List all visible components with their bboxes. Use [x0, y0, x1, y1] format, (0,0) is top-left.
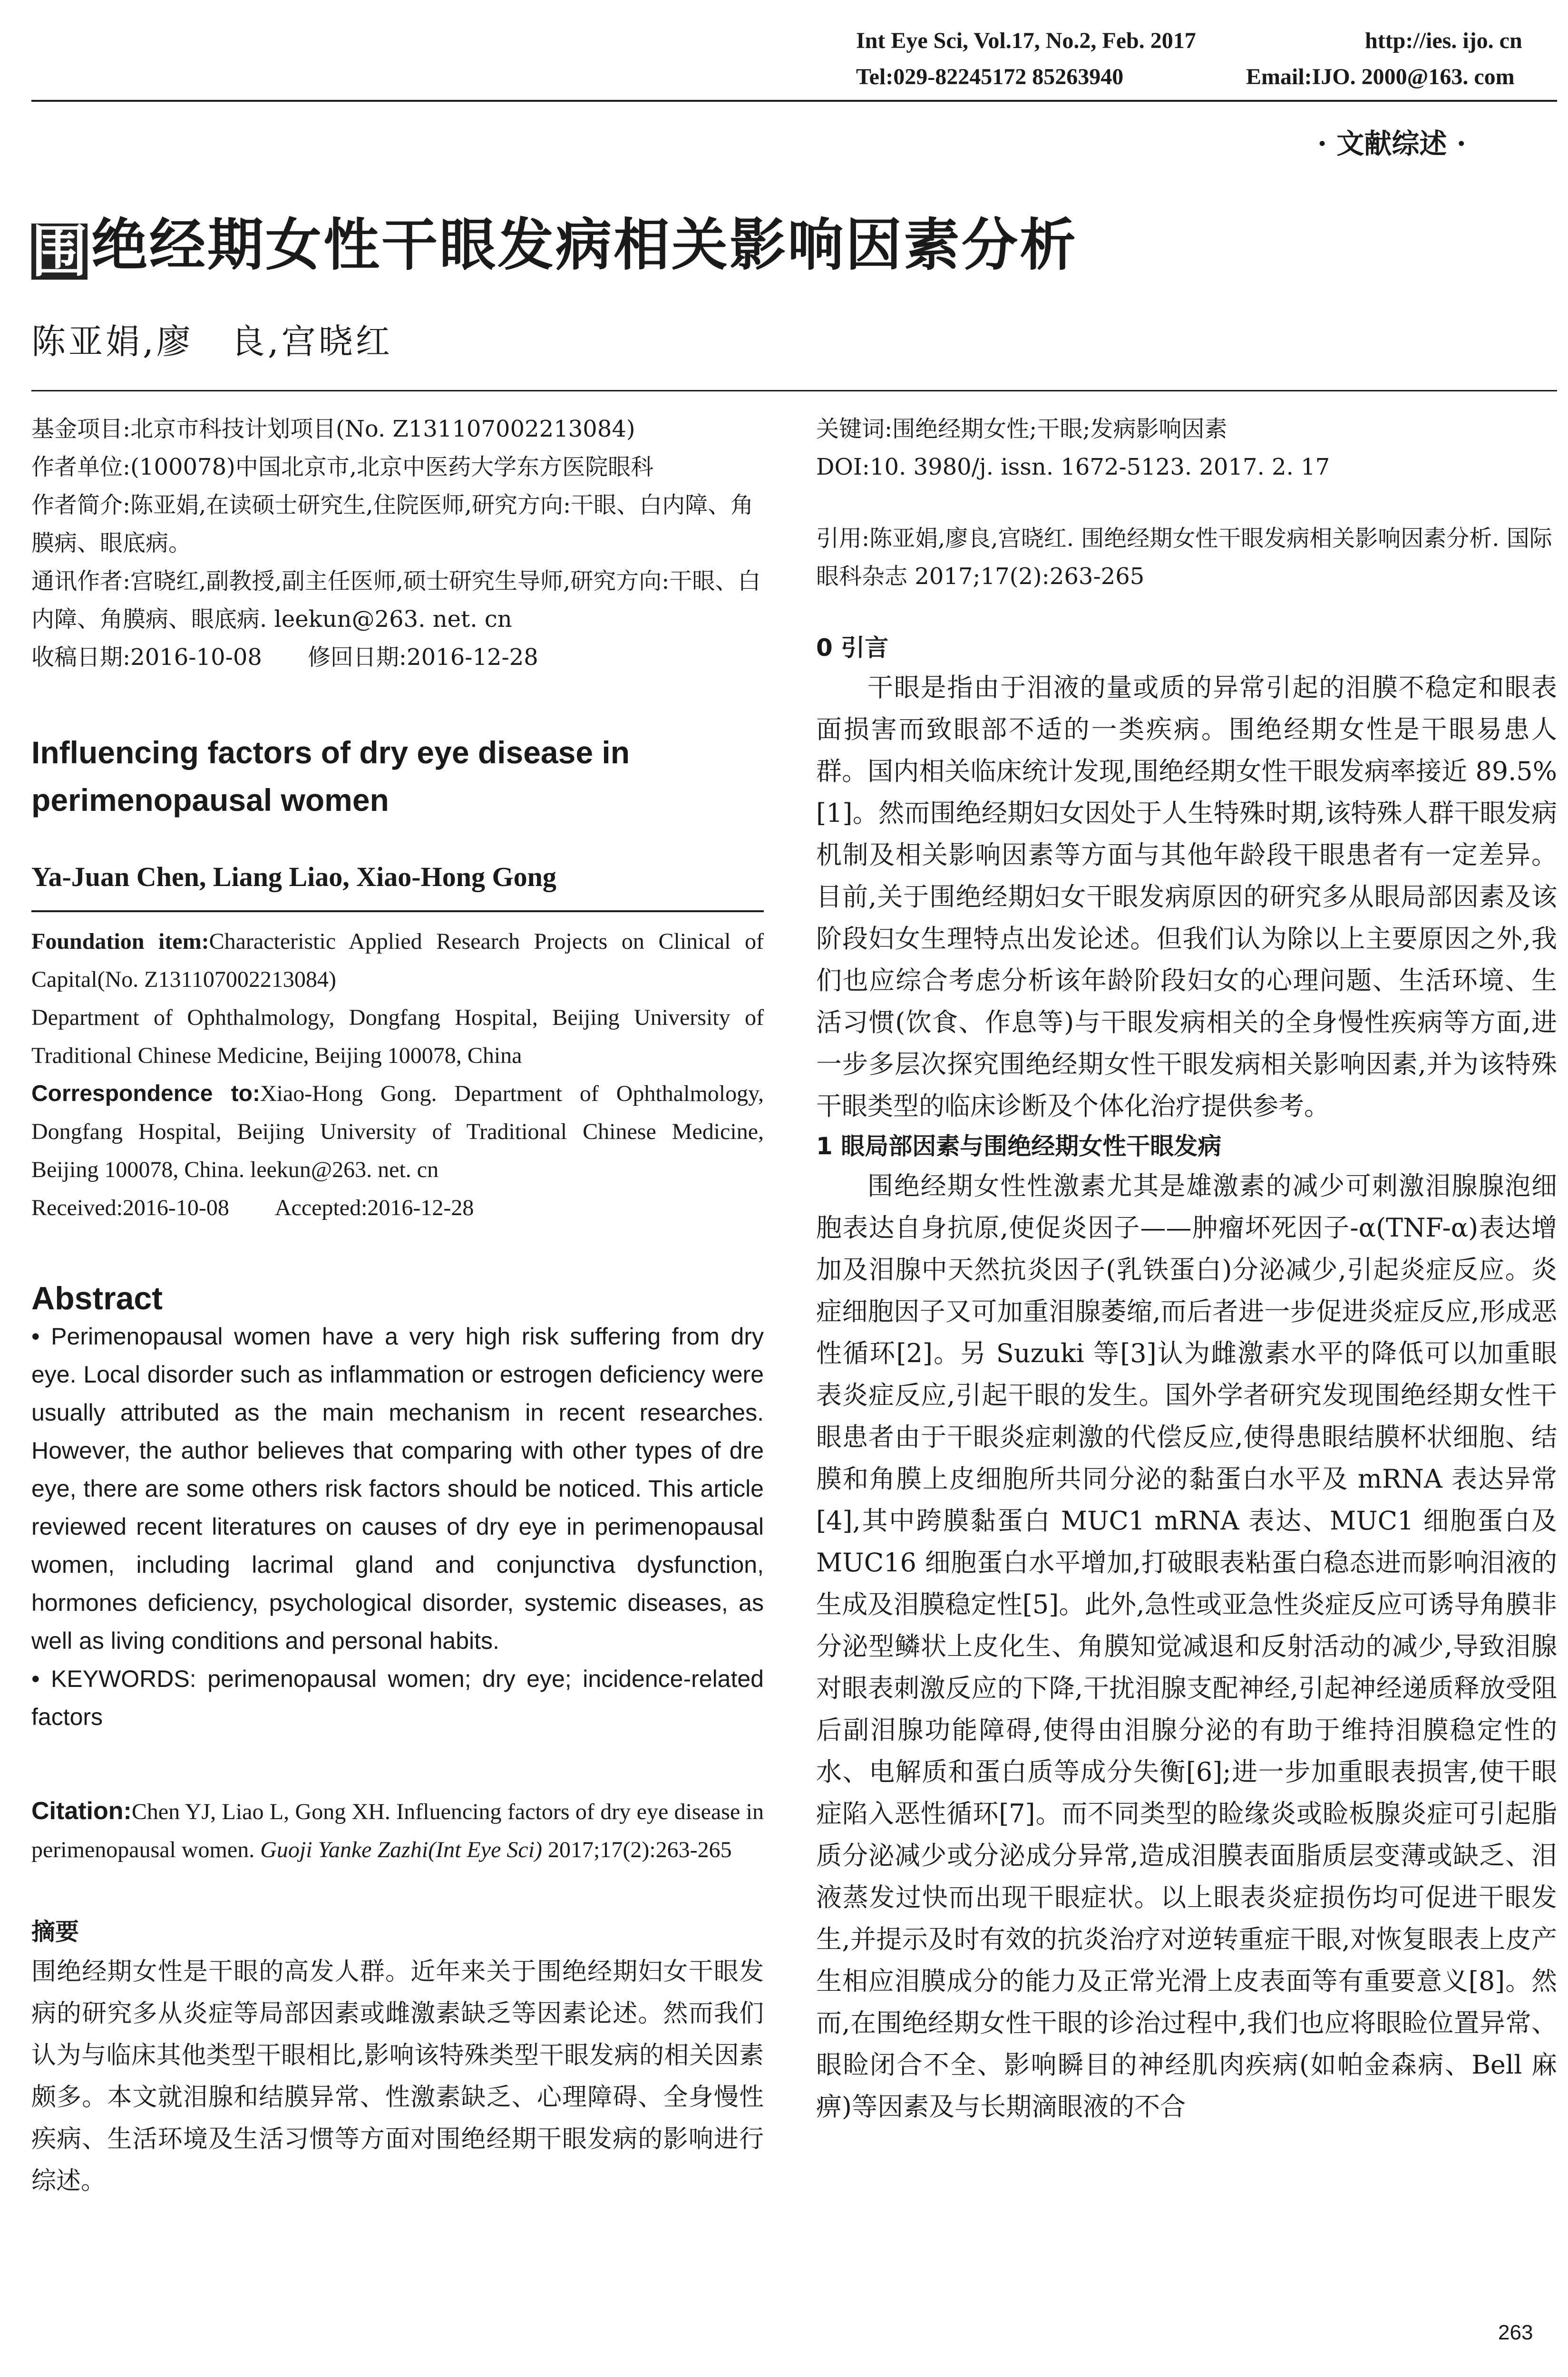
right-column [816, 410, 1557, 2128]
author-intro: 作者简介:陈亚娟,在读硕士研究生,住院医师,研究方向:干眼、白内障、角膜病、眼底病。 [31, 492, 754, 556]
foundation-label: Foundation item: [31, 929, 209, 954]
foundation-text: Characteristic Applied Research Projects on Clinical of Capital(No. Z131107002213084) [31, 929, 764, 992]
english-title: Influencing factors of dry eye disease in perimenopausal women [31, 735, 630, 818]
abstract-keywords: • KEYWORDS: perimenopausal women; dry eye; incidence-related factors [31, 1666, 764, 1730]
journal-info: Int Eye Sci, Vol.17, No.2, Feb. 2017 [856, 28, 1196, 53]
section-1-text: 围绝经期女性性激素尤其是雄激素的减少可刺激泪腺腺泡细胞表达自身抗原,使促炎因子——肿瘤坏死因子-α(TNF-α)表达增加及泪腺中天然抗炎因子(乳铁蛋白)分泌减少,引起炎症反应。炎症细胞因子又可加重泪腺萎缩,而后者进一步促进炎症反应,形成恶性循环[2]。另 Suzuki 等[3]认为雌激素水平的降低可以加重眼表炎症反应,引起干眼的发生。国外学者研究发现围绝经期女性干眼患者由于干眼炎症刺激的代偿反应,使得患眼结膜杯状细胞、结膜和角膜上皮细胞所共同分泌的黏蛋白水平及 mRNA 表达异常[4],其中跨膜黏蛋白 MUC1 mRNA 表达、MUC1 细胞蛋白及 MUC16 细胞蛋白水平增加,打破眼表粘蛋白稳态进而影响泪液的生成及泪膜稳定性[5]。此外,急性或亚急性炎症反应可诱导角膜非分泌型鳞状上皮化生、角膜知觉减退和反射活动的减少,导致泪腺对眼表刺激反应的下降,干扰泪腺支配神经,引起神经递质释放受阻后副泪腺功能障碍,使得由泪腺分泌的有助于维持泪膜稳定性的水、电解质和蛋白质等成分失衡[6];进一步加重眼表损害,使干眼症陷入恶性循环[7]。而不同类型的睑缘炎或睑板腺炎症可引起脂质分泌减少或分泌成分异常,造成泪膜表面脂质层变薄或缺乏、泪液蒸发过快而出现干眼症状。以上眼表炎症损伤均可促进干眼发生,并提示及时有效的抗炎治疗对逆转重症干眼,对恢复眼表上皮产生相应泪膜成分的能力及正常光滑上皮表面等有重要意义[8]。然而,在围绝经期女性干眼的诊治过程中,我们也应将眼睑位置异常、眼睑闭合不全、影响瞬目的神经肌肉疾病(如帕金森病、Bell 麻痹)等因素及与长期滴眼液的不合 [816, 1171, 1557, 2122]
title-rule [31, 390, 1557, 391]
author-unit: 作者单位:(100078)中国北京市,北京中医药大学东方医院眼科 [31, 454, 654, 480]
title-first-char: 围 [31, 219, 90, 284]
cn-abstract-heading: 摘要 [31, 1918, 79, 1946]
header-rule [31, 100, 1557, 102]
citation-en [31, 1792, 764, 1869]
correspondence-info [31, 1075, 764, 1189]
foundation-item [31, 923, 764, 999]
section-0-text: 干眼是指由于泪液的量或质的异常引起的泪膜不稳定和眼表面损害而致眼部不适的一类疾病。围绝经期女性是干眼易患人群。国内相关临床统计发现,围绝经期女性干眼发病率接近 89.5%[1]。然而围绝经期妇女因处于人生特殊时期,该特殊人群干眼发病机制及相关影响因素等方面与其他年龄段干眼患者有一定差异。目前,关于围绝经期妇女干眼发病原因的研究多从眼局部因素及该阶段妇女生理特点出发论述。但我们认为除以上主要原因之外,我们也应综合考虑分析该年龄阶段妇女的心理问题、生活环境、生活习惯(饮食、作息等)与干眼发病相关的全身慢性疾病等方面,进一步多层次探究围绝经期女性干眼发病相关影响因素,并为该特殊干眼类型的临床诊断及个体化治疗提供参考。 [816, 672, 1557, 1121]
keywords-cn: 关键词:围绝经期女性;干眼;发病影响因素 [816, 416, 1227, 442]
received-accepted: Received:2016-10-08 Accepted:2016-12-28 [31, 1195, 474, 1220]
english-header-rule [31, 910, 764, 912]
citation-label: Citation: [31, 1797, 132, 1825]
journal-tel: Tel:029-82245172 85263940 [856, 64, 1124, 89]
citation-cn: 引用:陈亚娟,廖良,宫晓红. 围绝经期女性干眼发病相关影响因素分析. 国际眼科杂志 2017;17(2):263-265 [816, 525, 1552, 590]
authors-cn: 陈亚娟,廖 良,宫晓红 [31, 321, 393, 361]
page-title [31, 200, 1078, 284]
citation-journal: Guoji Yanke Zazhi(Int Eye Sci) [260, 1837, 543, 1862]
citation-volume: 2017;17(2):263-265 [542, 1837, 732, 1862]
left-column [31, 410, 764, 2202]
received-dates: 收稿日期:2016-10-08 修回日期:2016-12-28 [31, 644, 538, 671]
citation-text: Chen YJ, Liao L, Gong XH. Influencing factors of dry eye disease in perimenopausal women. [31, 1799, 764, 1862]
english-authors: Ya-Juan Chen, Liang Liao, Xiao-Hong Gong [31, 861, 556, 892]
section-0-heading: 0 引言 [816, 634, 889, 662]
abstract-heading: Abstract [31, 1280, 163, 1316]
section-tag: · 文献综述 · [1317, 127, 1466, 160]
title-rest: 绝经期女性干眼发病相关影响因素分析 [91, 212, 1078, 278]
department-info: Department of Ophthalmology, Dongfang Hospital, Beijing University of Traditional Chinese Medicine, Beijing 100078, China [31, 1005, 764, 1068]
abstract-text: • Perimenopausal women have a very high risk suffering from dry eye. Local disorder such as inflammation or estrogen deficiency were usually attributed as the main mechanism in recent researches. However, the author believes that comparing with other types of dre eye, there are some others risk factors should be noticed. This article reviewed recent literatures on causes of dry eye in perimenopausal women, including lacrimal gland and conjunctiva dysfunction, hormones deficiency, psychological disorder, systemic diseases, as well as living conditions and personal habits. [31, 1323, 764, 1654]
doi: DOI:10. 3980/j. issn. 1672-5123. 2017. 2. 17 [816, 454, 1330, 480]
correspondence-label: Correspondence to: [31, 1081, 260, 1106]
journal-url[interactable]: http://ies. ijo. cn [1365, 28, 1522, 53]
section-1-heading: 1 眼局部因素与围绝经期女性干眼发病 [816, 1132, 1222, 1160]
cn-abstract-text: 围绝经期女性是干眼的高发人群。近年来关于围绝经期妇女干眼发病的研究多从炎症等局部因素或雌激素缺乏等因素论述。然而我们认为与临床其他类型干眼相比,影响该特殊类型干眼发病的相关因素颇多。本文就泪腺和结膜异常、性激素缺乏、心理障碍、全身慢性疾病、生活环境及生活习惯等方面对围绝经期干眼发病的影响进行综述。 [31, 1958, 764, 2195]
correspondence-text: Xiao-Hong Gong. Department of Ophthalmology, Dongfang Hospital, Beijing University of Traditional Chinese Medicine, Beijing 100078, China. leekun@263. net. cn [31, 1081, 764, 1182]
fund-info: 基金项目:北京市科技计划项目(No. Z131107002213084) [31, 416, 635, 442]
corresponding-author: 通讯作者:宫晓红,副教授,副主任医师,硕士研究生导师,研究方向:干眼、白内障、角膜病、眼底病. leekun@263. net. cn [31, 568, 761, 633]
page-number: 263 [1498, 2321, 1533, 2344]
journal-email[interactable]: Email:IJO. 2000@163. com [1246, 64, 1515, 89]
